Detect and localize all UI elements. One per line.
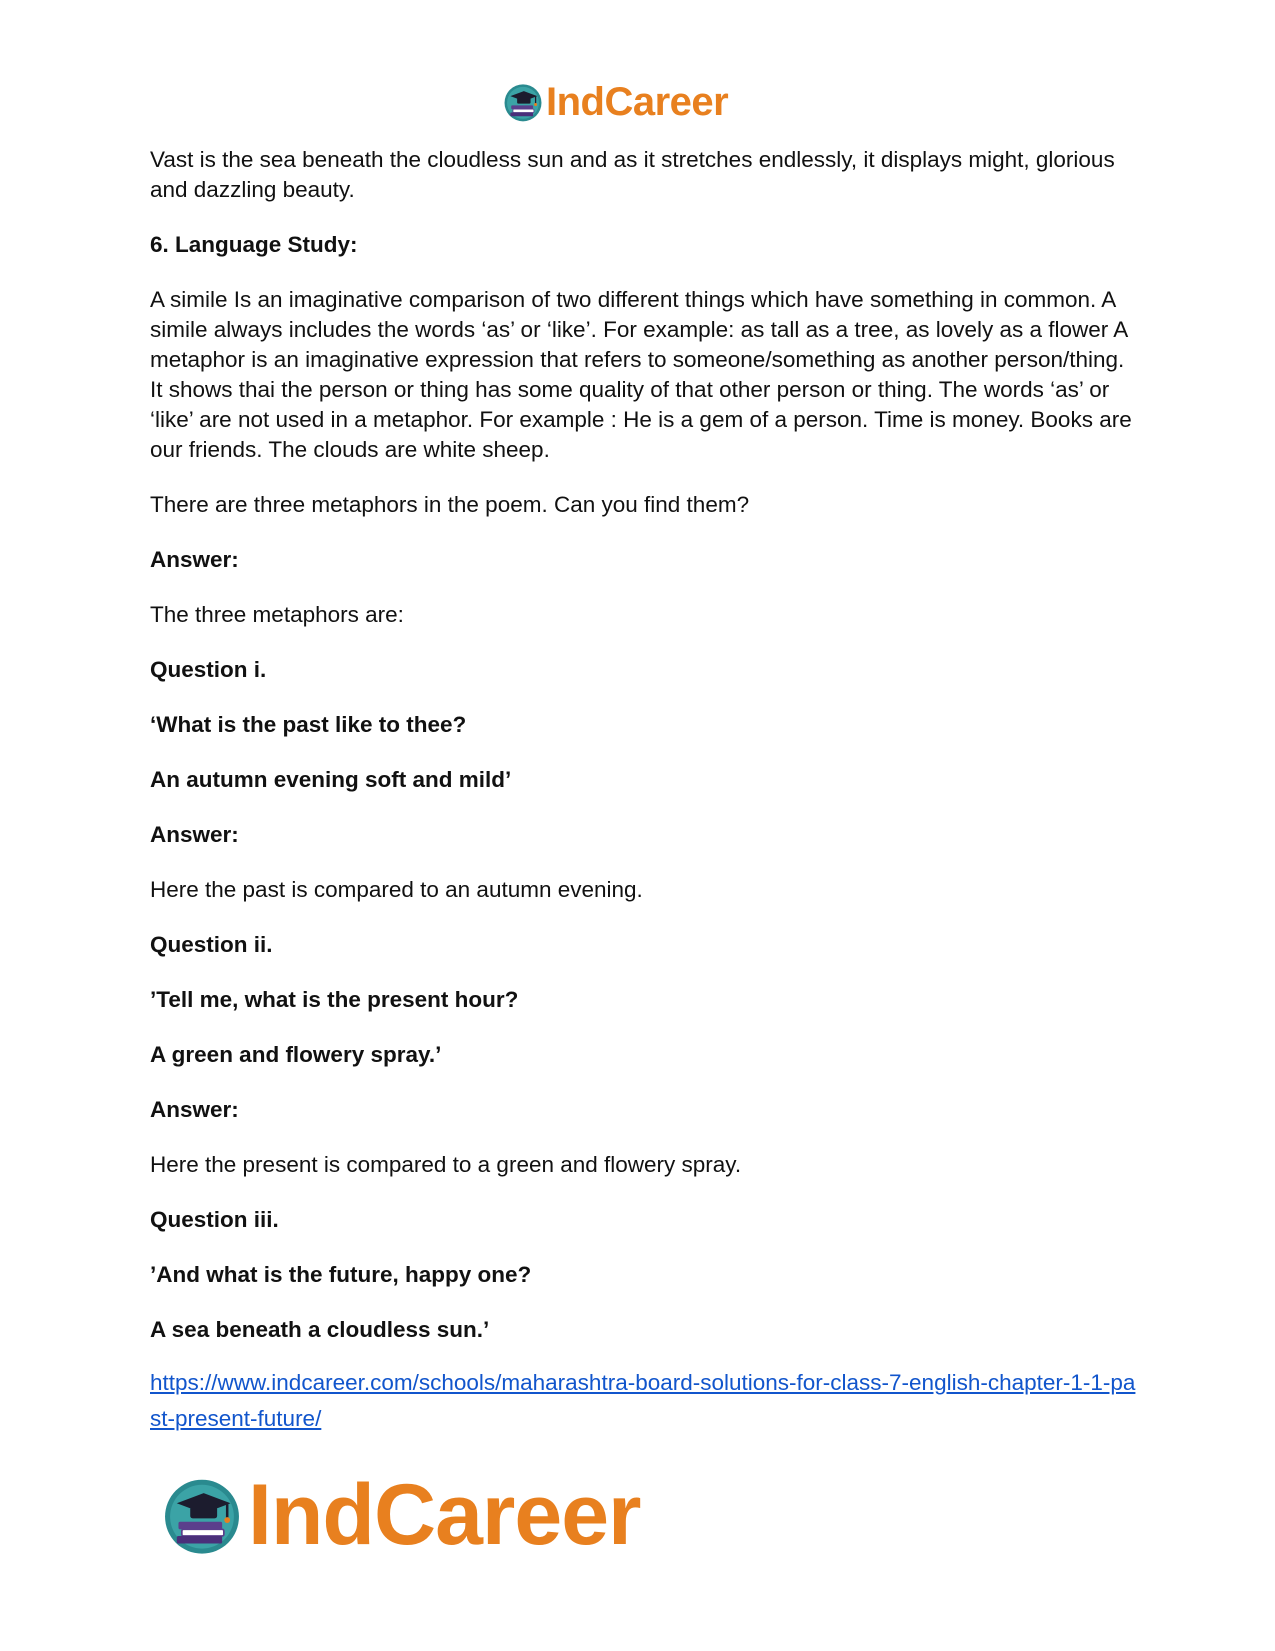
paragraph-answer: Here the present is compared to a green and flowery spray. <box>150 1152 742 1177</box>
paragraph-simile-metaphor: A simile Is an imaginative comparison of two different things which have something in common. A simile always includes the words ‘as’ or ‘like’. For example: as tall as a tree, as lovely as a flower A metaphor is an imaginative expression that refers to someone/something as another person/thing. It shows thai the person or thing has some quality of that other person or thing. The words ‘as’ or ‘like’ are not used in a metaphor. For example : He is a gem of a person. Time is money. Books are our friends. The clouds are white sheep. <box>150 287 1132 462</box>
paragraph-answer: Here the past is compared to an autumn evening. <box>150 877 643 902</box>
answer-label: Answer: <box>150 547 239 572</box>
question-label: Question ii. <box>150 932 273 957</box>
paragraph-intro: Vast is the sea beneath the cloudless sun and as it stretches endlessly, it displays might, glorious and dazzling beauty. <box>150 147 1115 202</box>
poem-line: A green and flowery spray.’ <box>150 1042 442 1067</box>
section-heading: 6. Language Study: <box>150 232 358 257</box>
paragraph-question: There are three metaphors in the poem. Can you find them? <box>150 492 750 517</box>
paragraph-answer: The three metaphors are: <box>150 602 404 627</box>
poem-line: ’Tell me, what is the present hour? <box>150 987 519 1012</box>
document-body <box>150 145 1140 1437</box>
poem-line: A sea beneath a cloudless sun.’ <box>150 1317 490 1342</box>
brand-name: IndCareer <box>248 1467 641 1563</box>
poem-line: ’And what is the future, happy one? <box>150 1262 532 1287</box>
graduation-cap-books-icon <box>160 1473 244 1557</box>
answer-label: Answer: <box>150 822 239 847</box>
graduation-cap-books-icon <box>502 81 544 123</box>
poem-line: An autumn evening soft and mild’ <box>150 767 512 792</box>
question-label: Question i. <box>150 657 267 682</box>
header-logo <box>502 80 728 124</box>
question-label: Question iii. <box>150 1207 279 1232</box>
footer-logo <box>160 1467 641 1563</box>
poem-line: ‘What is the past like to thee? <box>150 712 467 737</box>
brand-name: IndCareer <box>546 80 729 124</box>
source-link[interactable]: https://www.indcareer.com/schools/maharashtra-board-solutions-for-class-7-english-chapter-1-1-past-present-future/ <box>150 1370 1136 1431</box>
answer-label: Answer: <box>150 1097 239 1122</box>
